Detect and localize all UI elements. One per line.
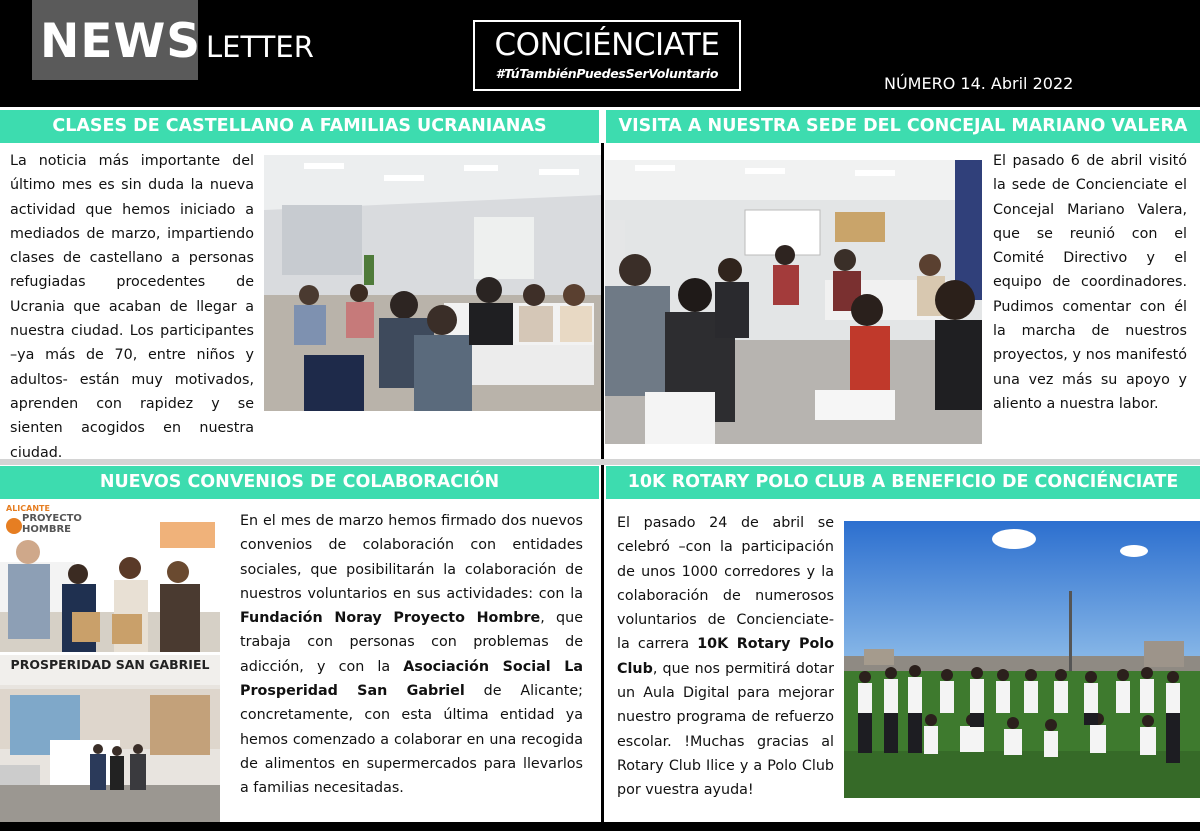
sign-alicante: ALICANTE — [6, 504, 50, 513]
logo-hashtag: #TúTambiénPuedesSerVoluntario — [495, 66, 719, 81]
agreements-bold-noray: Fundación Noray Proyecto Hombre — [240, 610, 541, 627]
section-title-ukraine: CLASES DE CASTELLANO A FAMILIAS UCRANIANAS — [0, 110, 599, 143]
agreements-text-3: de Alicante; concretamente, con esta última entidad ya hemos comenzado a colaborar en una recogida de alimentos en supermercados para llevarlos a familias necesitadas. — [240, 683, 583, 797]
letter-word: LETTER — [206, 30, 314, 64]
rotary-article-text — [617, 511, 834, 803]
ukraine-classroom-photo — [264, 155, 601, 411]
newsletter-header — [0, 0, 1200, 107]
logo-name: CONCIÉNCIATE — [494, 27, 720, 63]
issue-number: NÚMERO 14. Abril 2022 — [884, 74, 1074, 93]
sign-prosperidad: PROSPERIDAD SAN GABRIEL — [10, 657, 210, 672]
rotary-text-2: , que nos permitirá dotar un Aula Digital para mejorar nuestro programa de refuerzo escolar. !Muchas gracias al Rotary Club Ilice y a Polo Club por vuestra ayuda! — [617, 660, 834, 799]
rotary-race-photo — [844, 521, 1200, 798]
san-gabriel-photo — [0, 655, 220, 822]
section-title-rotary: 10K ROTARY POLO CLUB A BENEFICIO DE CONCIÉNCIATE — [606, 466, 1200, 499]
footer-bar — [0, 822, 1200, 831]
agreements-article-text — [240, 509, 583, 801]
sign-proyecto-hombre: PROYECTO HOMBRE — [22, 513, 82, 535]
visit-meeting-photo — [605, 160, 982, 444]
proyecto-hombre-photo — [0, 502, 220, 652]
section-title-agreements: NUEVOS CONVENIOS DE COLABORACIÓN — [0, 466, 599, 499]
section-title-visit: VISITA A NUESTRA SEDE DEL CONCEJAL MARIANO VALERA — [606, 110, 1200, 143]
news-word: NEWS — [40, 14, 202, 69]
rotary-bold-10k: 10K Rotary Polo Club — [617, 636, 834, 677]
agreements-bold-san-gabriel: Asociación Social La Prosperidad San Gabriel — [240, 658, 583, 700]
ukraine-article-text: La noticia más importante del último mes es sin duda la nueva actividad que hemos iniciado a mediados de marzo, impartiendo clases de castellano a personas refugiadas procedentes de Ucrania que acaban de llegar a nuestra ciudad. Los participantes –ya más de 70, entre niños y adultos- están muy motivados, aprenden con rapidez y se sienten acogidos en nuestra ciudad. — [10, 153, 254, 461]
agreements-text-2: , que trabaja con personas con problemas de adicción, y con la — [240, 610, 583, 675]
concienciate-logo — [473, 20, 741, 91]
rotary-text-1: El pasado 24 de abril se celebró –con la participación de unos 1000 corredores y la colaboración de numerosos voluntarios de Concienciate- la carrera — [617, 515, 834, 653]
column-divider — [601, 143, 604, 831]
visit-article-text: El pasado 6 de abril visitó la sede de Concienciate el Concejal Mariano Valera, que se reunió con el Comité Directivo y el equipo de coordinadores. Pudimos comentar con él la marcha de nuestros proyectos, y nos manifestó una vez más su apoyo y aliento a nuestra labor. — [993, 153, 1187, 412]
agreements-text-1: En el mes de marzo hemos firmado dos nuevos convenios de colaboración con entidades sociales, que posibilitarán la colaboración de nuestros voluntarios en sus actividades: con la — [240, 513, 583, 602]
